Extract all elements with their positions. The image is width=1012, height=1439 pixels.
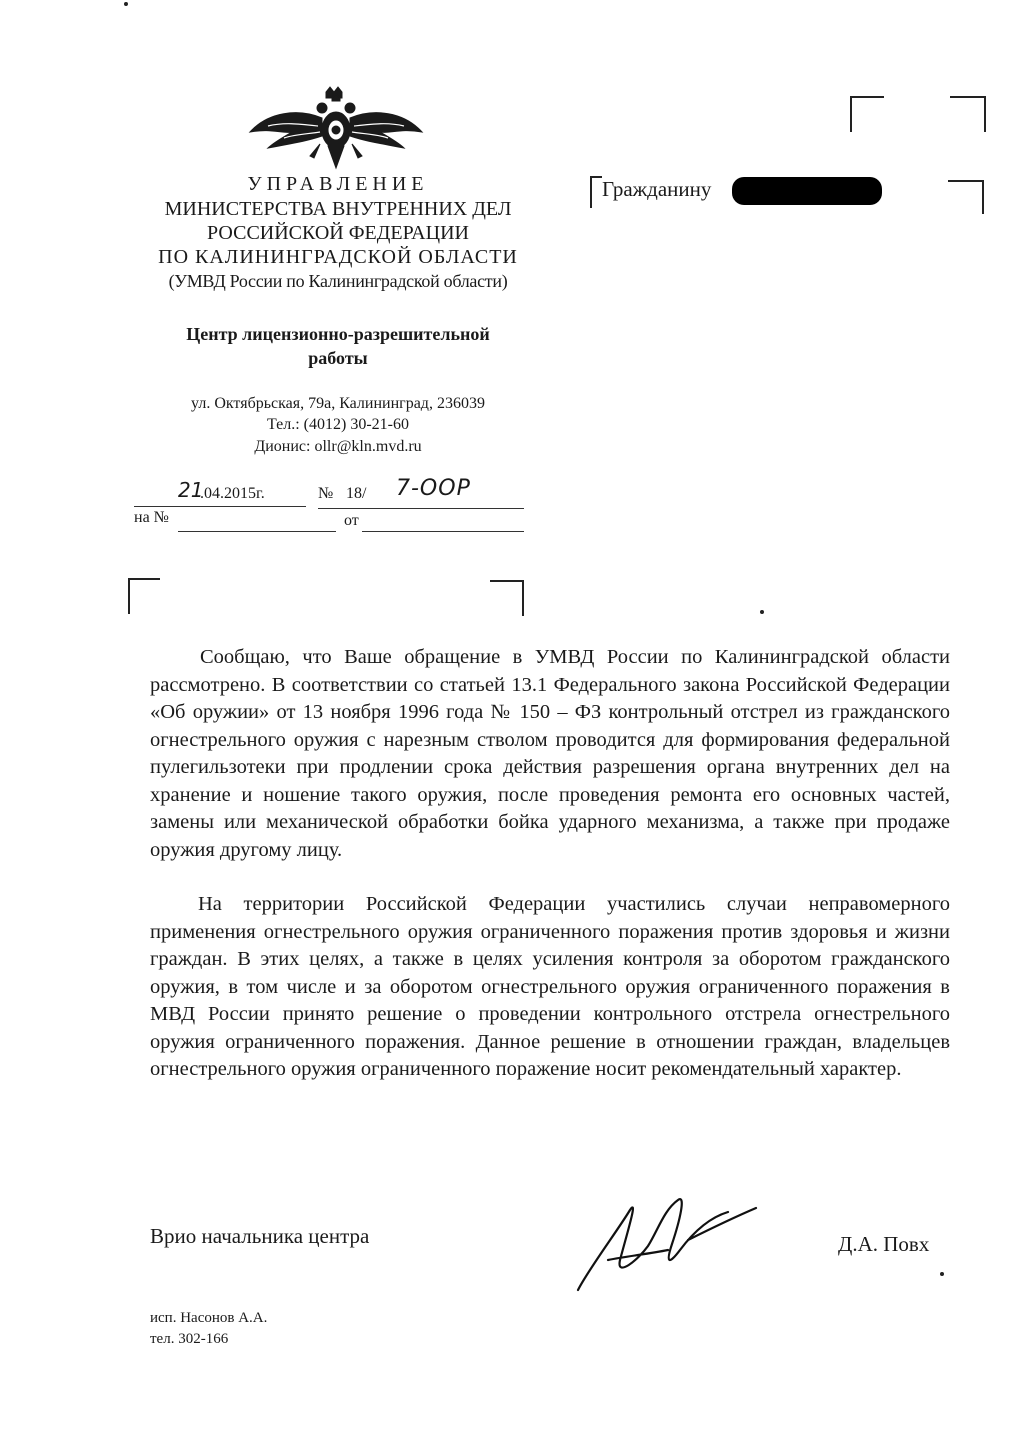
signatory-position: Врио начальника центра bbox=[150, 1224, 370, 1248]
addressee-label: Гражданину bbox=[602, 177, 712, 201]
executor-line: исп. Насонов А.А. bbox=[150, 1310, 268, 1326]
corner-mark bbox=[128, 578, 160, 614]
department-title-line-2: работы bbox=[308, 348, 368, 368]
address-phone: Тел.: (4012) 30-21-60 bbox=[266, 416, 409, 433]
date-underline bbox=[134, 506, 306, 507]
signatory-name: Д.А. Повх bbox=[838, 1232, 930, 1256]
org-line-3: РОССИЙСКОЙ ФЕДЕРАЦИИ bbox=[207, 222, 469, 244]
date-handwritten: 21 bbox=[178, 478, 204, 502]
scan-speck bbox=[760, 610, 764, 614]
reference-date-underline bbox=[362, 531, 524, 532]
body-paragraph-2: На территории Российской Федерации участились случаи неправомерного применения огнестрельного оружия ограниченного поражения против здоровья и жизни граждан. В этих целях, а также в целях усиления контроля за оборотом гражданского оружия, в том числе и за оборотом огнестрельного оружия ограниченного поражения в МВД России принято решение о проведении контрольного отстрела огнестрельного оружия ограниченного поражения. Данное решение в отношении граждан, владельцев огнестрельного оружия ограниченного поражение носит рекомендательный характер. bbox=[150, 893, 950, 1080]
address-email: Дионис: ollr@kln.mvd.ru bbox=[254, 438, 422, 455]
reference-from-label: от bbox=[344, 512, 359, 529]
number-printed: 18/ bbox=[346, 485, 367, 502]
date-printed: .04.2015г. bbox=[200, 485, 265, 502]
handwritten-signature bbox=[568, 1190, 760, 1300]
registration-line bbox=[134, 476, 526, 506]
corner-mark bbox=[490, 580, 524, 616]
scan-speck bbox=[124, 2, 128, 6]
reference-line bbox=[134, 509, 526, 535]
address-street: ул. Октябрьская, 79а, Калининград, 236039 bbox=[191, 395, 485, 412]
reference-number-underline bbox=[178, 531, 336, 532]
corner-mark bbox=[950, 96, 986, 132]
org-line-4: ПО КАЛИНИНГРАДСКОЙ ОБЛАСТИ bbox=[158, 246, 518, 268]
reference-number-label: на № bbox=[134, 509, 169, 526]
corner-mark bbox=[850, 96, 884, 132]
org-line-5: (УМВД России по Калининградской области) bbox=[168, 271, 508, 291]
eagle-emblem-icon bbox=[248, 86, 424, 178]
scan-speck bbox=[940, 1272, 944, 1276]
number-handwritten: 7-ООР bbox=[396, 476, 471, 501]
executor-phone: тел. 302-166 bbox=[150, 1331, 229, 1347]
department-title-line-1: Центр лицензионно-разрешительной bbox=[186, 324, 490, 344]
org-line-1: УПРАВЛЕНИЕ bbox=[247, 173, 429, 195]
org-line-2: МИНИСТЕРСТВА ВНУТРЕННИХ ДЕЛ bbox=[164, 198, 512, 220]
redaction-bar bbox=[732, 177, 882, 205]
body-paragraph-1: Сообщаю, что Ваше обращение в УМВД России по Калининградской области рассмотрено. В соответствии со статьей 13.1 Федерального закона Российской Федерации «Об оружии» от 13 ноября 1996 года № 150 – ФЗ контрольный отстрел из гражданского огнестрельного оружия с нарезным стволом проводится для формирования федеральной пулегильзотеки при продлении срока действия разрешения органа внутренних дел на хранение и ношение такого оружия, после проведения ремонта его основных частей, замены или механической обработки бойка ударного механизма, а также при продаже оружия другому лицу. bbox=[150, 646, 950, 861]
number-label: № bbox=[318, 485, 334, 502]
corner-mark bbox=[590, 176, 602, 208]
corner-mark bbox=[948, 180, 984, 214]
